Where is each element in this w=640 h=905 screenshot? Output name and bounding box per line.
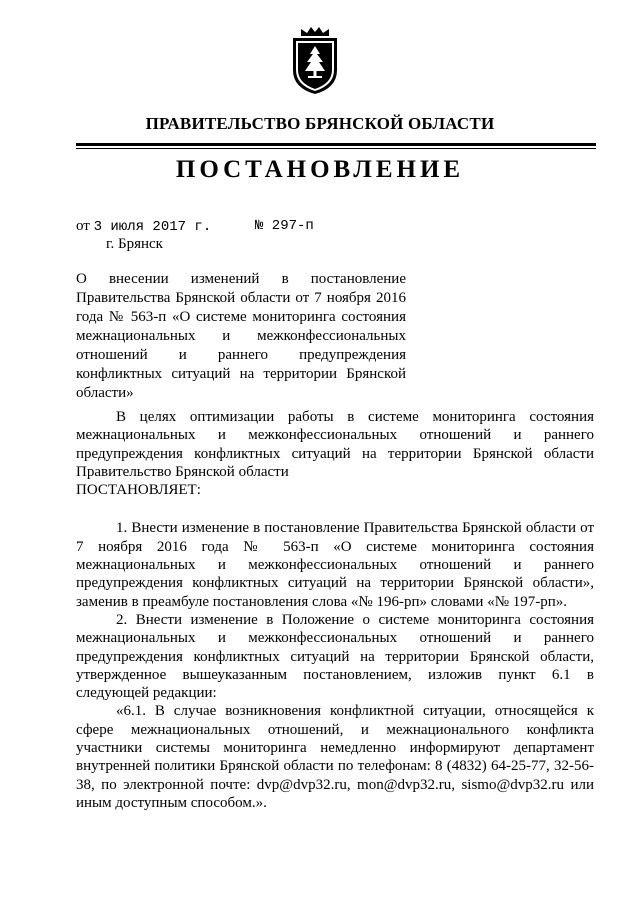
document-date [76,218,211,235]
document-type: ПОСТАНОВЛЕНИЕ [175,156,465,183]
document-body [76,408,594,812]
date-value: 3 июля 2017 г. [93,219,212,235]
item-2-paragraph: 2. Внести изменение в Положение о системе мониторинга состояния межнациональных и межконфессиональных отношений и раннего предупреждения конфликтных ситуаций на территории Брянской области, утвержденное вышеуказанным постановлением, изложив пункт 6.1 в следующей редакции: [76,611,594,702]
item-1-paragraph: 1. Внести изменение в постановление Правительства Брянской области от 7 ноября 2016 года № 563-п «О системе мониторинга состояния межнациональных и межконфессиональных отношений и раннего предупреждения конфликтных ситуаций на территории Брянской области», заменив в преамбуле постановления слова «№ 196-рп» словами «№ 197-рп». [76,520,594,610]
date-prefix: от [76,218,90,234]
quoted-clause-paragraph: «6.1. В случае возникновения конфликтной ситуации, относящейся к сфере межнациональных отношений, и межнационального конфликта участники системы мониторинга немедленно информируют департамент внутренней политики Брянской области по телефонам: 8 (4832) 64-25-77, 32-56-38, по электронной почте: dvp@dvp32.ru, mon@dvp32.ru, sismo@dvp32.ru или иным доступным способом.». [76,703,594,811]
header-rule-thin [76,148,596,149]
preamble-paragraph: В целях оптимизации работы в системе мониторинга состояния межнациональных и межконфессиональных отношений и раннего предупреждения конфликтных ситуаций на территории Брянской области Правительство Брянской области [76,409,594,480]
resolves-heading: ПОСТАНОВЛЯЕТ: [76,482,201,499]
document-number: № 297-п [255,218,314,234]
document-city: г. Брянск [106,236,163,252]
header-rule-thick [76,143,596,146]
coat-of-arms-icon [287,26,343,96]
document-subject: О внесении изменений в постановление Правительства Брянской области от 7 ноября 2016 года № 563-п «О системе мониторинга состояния межнациональных и межконфессиональных отношений и раннего предупреждения конфликтных ситуаций на территории Брянской области» [76,271,406,401]
government-title: ПРАВИТЕЛЬСТВО БРЯНСКОЙ ОБЛАСТИ [145,114,495,133]
